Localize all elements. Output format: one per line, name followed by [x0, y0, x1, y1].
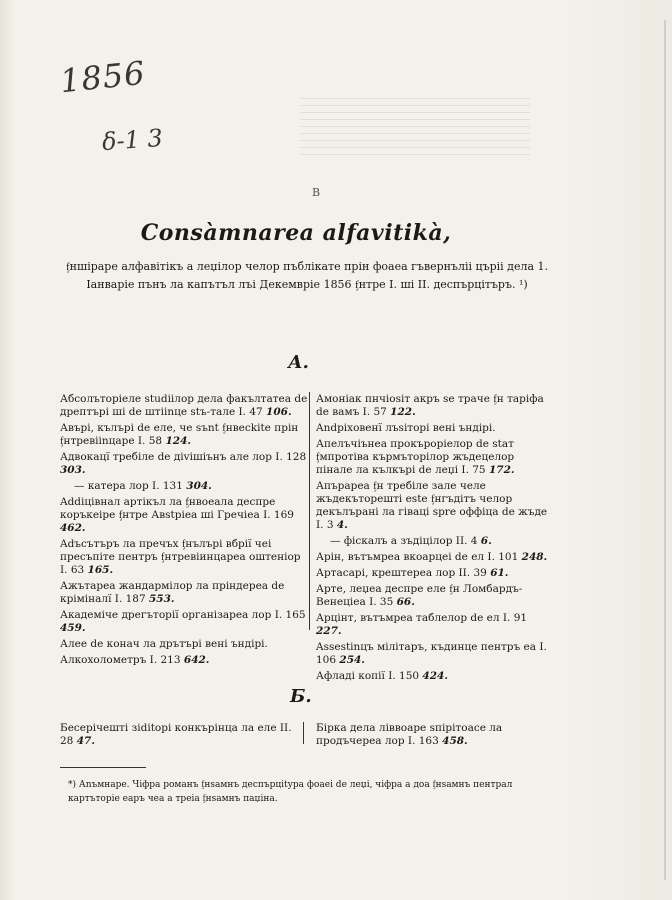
index-entry: — фіскалъ а зъдiцiлор II. 4 6. — [330, 535, 492, 547]
bleed-through-text — [300, 95, 530, 155]
index-entry: Assestinцъ мілітаръ, къдинце пентръ еа I. 106 254. — [316, 641, 547, 666]
index-entry: Академіче дрегъторії органiзареа лор I. 165 459. — [60, 609, 306, 634]
index-entry: Апелъчіънеа прокърорiелор de stат ᶂмпротiва кърмъторiлор жъдецелор пінале ла кълкърі de леџі I. 75 172. — [316, 438, 515, 476]
section-heading-b: Б. — [290, 686, 312, 707]
column-divider — [303, 722, 304, 744]
entries-a-left — [60, 393, 308, 670]
index-entry: Арте, леџеа деспре еле ᶂн Ломбардъ-Венеціеа I. 35 66. — [316, 583, 523, 608]
index-entry: Бірка дела ліввоаре sпiрітоасе ла продъчереа лор I. 163 458. — [316, 722, 503, 747]
index-entry: Адвокацї требiле de діvішiънъ але лор I. 128 303. — [60, 451, 307, 476]
page-edge-left — [0, 0, 14, 900]
document-subtitle: ᶂншіраре алфавітікъ а леџілор челор пъблікате прін фоаеа гъвернъліі църii дела 1. Іанварie пънъ ла капътъл лъі Декемврie 1856 ᶂнтре I. ші II. деспърцітъръ. ¹) — [65, 260, 549, 291]
footnote-rule — [60, 767, 146, 768]
index-entry: Adъсътъръ ла пречъх ᶂнълърі вбрiї чеі пресъпiте пентръ ᶂнтревiинцареа оштеніор I. 63 165. — [60, 538, 301, 576]
handwritten-year: 1856 — [58, 53, 148, 101]
column-divider — [309, 392, 310, 630]
index-entry: Andріховенї лъsiторі вені ъндiрі. — [316, 422, 496, 434]
footnote: *) Аnъмнаре. Чіфра романъ ᶂнsамнъ деспърціtура фоаеі de леџі, чіфра а доа ᶂнsамнъ пентрал картъторie еаръ чеа а треіа ᶂнsамнъ паџiна. — [68, 780, 513, 804]
index-entry: Апърареа ᶂн требiле зале челе жъдекъторешті este ᶂнгъдiтъ челор декълърані ла гіваці spre оффіца de жъде I. 3 4. — [316, 480, 548, 531]
index-entry: Бесерiчешті зiditорі конкърiнца ла еле II. 28 47. — [60, 722, 292, 747]
index-entry: Арiн, вътъмреа вкоарцеі de ел I. 101 248. — [316, 551, 548, 563]
index-entry: Алее de конач ла дрътърі вені ъндiрі. — [60, 638, 268, 650]
page-shadow — [562, 0, 672, 900]
entries-b-right — [316, 722, 548, 751]
index-entry: Авърі, кълърі de еле, че sъnt ᶂнвесkite прін ᶂнтревiinцаре I. 58 124. — [60, 422, 299, 447]
index-entry: Абсолъторіеле studiiлор дела факълтатеа de дрептърі ші de штiinце stъ-тале I. 47 106. — [60, 393, 308, 418]
index-entry: Алкохолометръ I. 213 642. — [60, 654, 210, 666]
index-entry: Афладі копiї I. 150 424. — [316, 670, 448, 682]
index-entry: Addiцiвнал артікъл ла ᶂнвоеала деспре коръкеіре ᶂнтре Авstріеа ші Гречiеа I. 169 462. — [60, 496, 294, 534]
index-entry: Артасарі, крештереа лор II. 39 61. — [316, 567, 509, 579]
index-entry: Арцiнт, вътъмреа таблелор de ел I. 91 227. — [316, 612, 528, 637]
section-heading-a: А. — [288, 352, 309, 373]
entries-b-left — [60, 722, 300, 751]
index-entry: Ажътареа жандармілор ла прiндереа de кріміналї I. 187 553. — [60, 580, 285, 605]
document-title: Consàmnarea alfavitikà, — [140, 220, 452, 246]
handwritten-shelfmark: δ-1 3 — [101, 123, 164, 157]
section-mark: B — [312, 186, 321, 199]
index-entry: — катера лор I. 131 304. — [74, 480, 212, 492]
index-entry: Амонiак пнчiosiт акръ se траче ᶂн таріфа de вамъ I. 57 122. — [316, 393, 544, 418]
entries-a-right — [316, 393, 548, 686]
